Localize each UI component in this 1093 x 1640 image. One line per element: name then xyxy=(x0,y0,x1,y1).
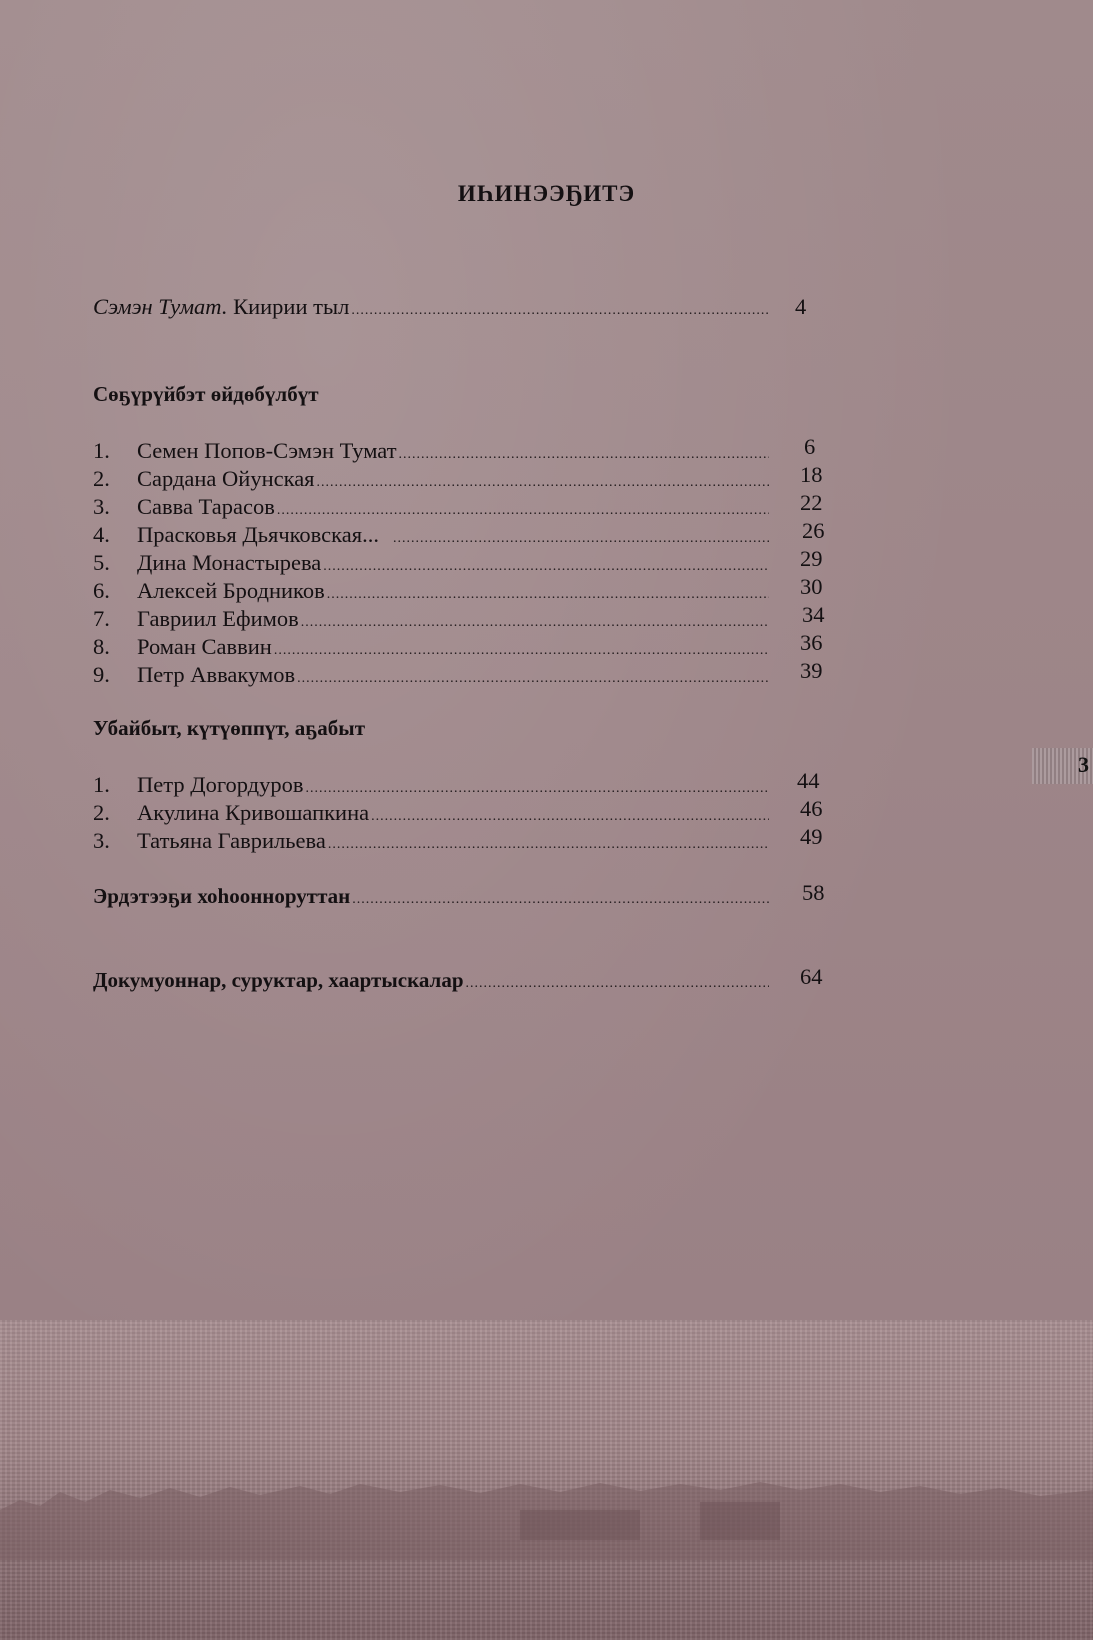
toc-entry-label: Докумуоннар, суруктар, хаартыскалар xyxy=(93,968,464,992)
toc-entry-label: Сардана Ойунская xyxy=(137,466,315,491)
toc-entry-label: Савва Тарасов xyxy=(137,494,275,519)
dot-leader xyxy=(371,809,769,825)
toc-entry xyxy=(93,522,783,552)
dot-leader xyxy=(317,475,769,491)
dot-leader xyxy=(466,976,769,992)
toc-page-number: 4 xyxy=(795,294,807,319)
toc-entry-number: 4. xyxy=(93,522,110,547)
toc-entry-number: 5. xyxy=(93,550,110,575)
toc-entry xyxy=(93,772,783,802)
toc-entry-label: Гавриил Ефимов xyxy=(137,606,299,631)
dot-leader xyxy=(399,447,769,463)
toc-entry-number: 8. xyxy=(93,634,110,659)
toc-page-number: 39 xyxy=(800,658,823,683)
dot-leader xyxy=(393,531,769,547)
toc-entry-number: 3. xyxy=(93,494,110,519)
toc-entry-section xyxy=(93,968,783,998)
treeline-silhouette xyxy=(0,1440,1093,1560)
dot-leader xyxy=(328,837,769,853)
toc-entry xyxy=(93,578,783,608)
dot-leader xyxy=(327,587,769,603)
toc-page-number: 26 xyxy=(802,518,825,543)
page-number-tab xyxy=(1032,748,1093,784)
dot-leader xyxy=(323,559,769,575)
toc-entry-number: 2. xyxy=(93,800,110,825)
toc-entry-intro xyxy=(93,294,783,324)
toc-entry-label: Семен Попов-Сэмэн Тумат xyxy=(137,438,397,463)
toc-entry-label: Акулина Кривошапкина xyxy=(137,800,370,825)
toc-entry-label: Петр Догордуров xyxy=(137,772,304,797)
page-title: ИҺИНЭЭҔИТЭ xyxy=(457,181,636,206)
dot-leader xyxy=(306,781,769,797)
toc-page-number: 44 xyxy=(797,768,820,793)
toc-page-number: 30 xyxy=(800,574,823,599)
toc-entry xyxy=(93,800,783,830)
toc-page-number: 64 xyxy=(800,964,823,989)
toc-entry-section xyxy=(93,884,783,914)
intro-title: Киирии тыл xyxy=(227,294,350,319)
toc-page-number: 29 xyxy=(800,546,823,571)
toc-entry xyxy=(93,606,783,636)
toc-entry xyxy=(93,494,783,524)
toc-page-number: 34 xyxy=(802,602,825,627)
dot-leader xyxy=(301,615,769,631)
toc-entry-number: 1. xyxy=(93,438,110,463)
background-photo-strip xyxy=(0,1320,1093,1640)
toc-page-number: 46 xyxy=(800,796,823,821)
toc-page-number: 36 xyxy=(800,630,823,655)
toc-entry-number: 3. xyxy=(93,828,110,853)
toc-page-number: 49 xyxy=(800,824,823,849)
toc-entry xyxy=(93,634,783,664)
toc-page-number: 18 xyxy=(800,462,823,487)
toc-entry-number: 6. xyxy=(93,578,110,603)
toc-entry-number: 7. xyxy=(93,606,110,631)
section-heading: Сөҕүрүйбэт өйдөбүлбүт xyxy=(93,382,319,406)
dot-leader xyxy=(277,503,769,519)
toc-entry xyxy=(93,438,783,468)
toc-entry-number: 1. xyxy=(93,772,110,797)
dot-leader xyxy=(351,303,769,319)
dot-leader xyxy=(297,671,769,687)
toc-entry-label: Петр Аввакумов xyxy=(137,662,296,687)
toc-entry-label: Татьяна Гаврильева xyxy=(137,828,326,853)
toc-entry xyxy=(93,466,783,496)
dot-leader xyxy=(352,892,769,908)
toc-entry-label: Роман Саввин xyxy=(137,634,272,659)
toc-entry xyxy=(93,550,783,580)
section-heading: Убайбыт, күтүөппүт, аҕабыт xyxy=(93,716,366,740)
toc-entry xyxy=(93,662,783,692)
toc-entry-number: 9. xyxy=(93,662,110,687)
page-number: 3 xyxy=(1078,752,1089,777)
toc-entry-label: Алексей Бродников xyxy=(137,578,325,603)
toc-entry xyxy=(93,828,783,858)
toc-page-number: 22 xyxy=(800,490,823,515)
toc-entry-number: 2. xyxy=(93,466,110,491)
toc-entry-label: Эрдэтээҕи хоһооннoруттан xyxy=(93,884,351,908)
toc-page-number: 58 xyxy=(802,880,825,905)
toc-page-number: 6 xyxy=(804,434,816,459)
dot-leader xyxy=(274,643,769,659)
toc-entry-label: Дина Монастырева xyxy=(137,550,322,575)
intro-author: Сэмэн Тумат. xyxy=(93,294,228,319)
toc-entry-label: Прасковья Дьячковская... xyxy=(137,522,379,547)
